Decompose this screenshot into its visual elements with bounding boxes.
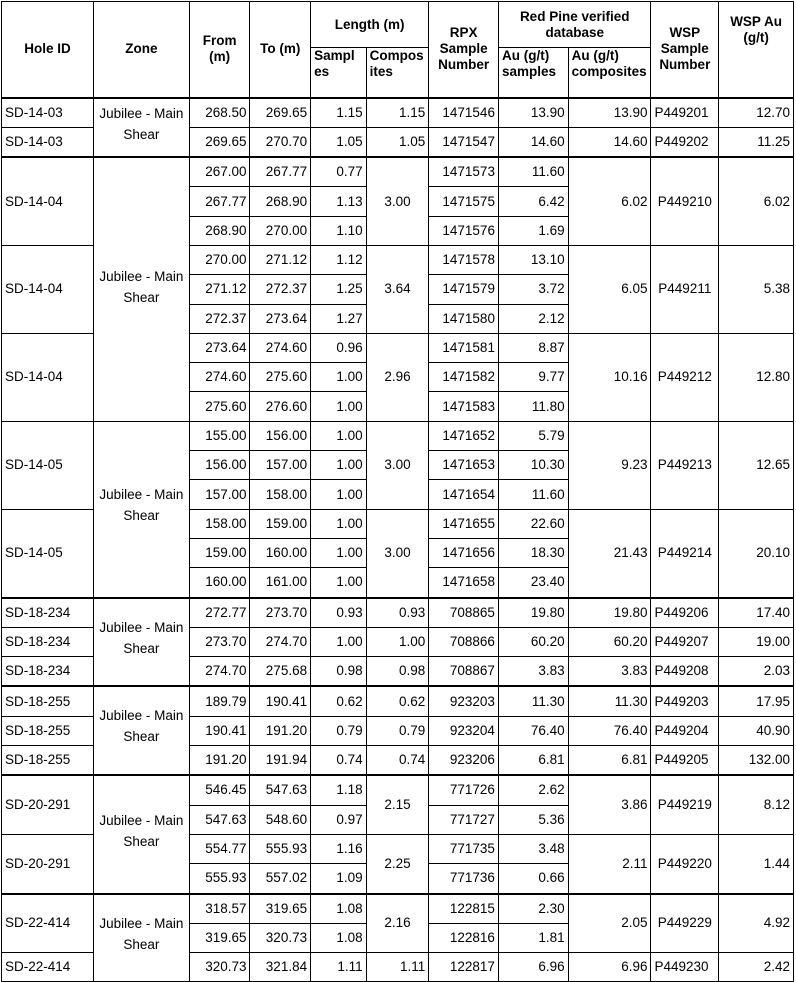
au-sample-cell: 1.81 — [498, 923, 568, 952]
hole-id-cell: SD-18-255 — [2, 716, 94, 745]
au-composite-cell: 6.96 — [568, 953, 651, 982]
au-sample-cell: 13.10 — [498, 245, 568, 274]
zone-cell: Jubilee - Main Shear — [93, 421, 189, 597]
length-cell: 1.25 — [311, 275, 367, 304]
au-sample-cell: 3.83 — [498, 657, 568, 687]
rpx-sample-cell: 1471582 — [429, 363, 499, 392]
au-composite-cell: 9.23 — [568, 421, 651, 509]
rpx-sample-cell: 1471652 — [429, 421, 499, 450]
wsp-sample-cell: P449206 — [651, 598, 719, 628]
rpx-sample-cell: 1471581 — [429, 333, 499, 362]
from-cell: 273.70 — [189, 627, 250, 656]
wsp-sample-cell: P449204 — [651, 716, 719, 745]
from-cell: 273.64 — [189, 333, 250, 362]
rpx-sample-cell: 1471547 — [429, 127, 499, 157]
to-cell: 190.41 — [250, 686, 311, 716]
wsp-sample-cell: P449202 — [651, 127, 719, 157]
header-from: From (m) — [189, 2, 250, 98]
to-cell: 321.84 — [250, 953, 311, 982]
au-sample-cell: 5.79 — [498, 421, 568, 450]
au-sample-cell: 23.40 — [498, 568, 568, 598]
wsp-au-cell: 8.12 — [719, 775, 794, 834]
au-sample-cell: 76.40 — [498, 716, 568, 745]
header-wsp-au: WSP Au (g/t) — [719, 2, 794, 98]
rpx-sample-cell: 122816 — [429, 923, 499, 952]
wsp-sample-cell: P449219 — [651, 775, 719, 834]
rpx-sample-cell: 1471576 — [429, 216, 499, 245]
wsp-sample-cell: P449230 — [651, 953, 719, 982]
from-cell: 267.00 — [189, 157, 250, 187]
composite-length-cell: 3.00 — [366, 421, 429, 509]
to-cell: 159.00 — [250, 509, 311, 538]
au-sample-cell: 2.62 — [498, 775, 568, 805]
to-cell: 268.90 — [250, 187, 311, 216]
rpx-sample-cell: 1471546 — [429, 98, 499, 128]
length-cell: 1.00 — [311, 421, 367, 450]
au-sample-cell: 11.80 — [498, 392, 568, 421]
from-cell: 274.70 — [189, 657, 250, 687]
length-cell: 1.13 — [311, 187, 367, 216]
wsp-au-cell: 19.00 — [719, 627, 794, 656]
au-sample-cell: 10.30 — [498, 451, 568, 480]
au-sample-cell: 9.77 — [498, 363, 568, 392]
length-cell: 1.00 — [311, 451, 367, 480]
table-row — [2, 157, 794, 187]
to-cell: 157.00 — [250, 451, 311, 480]
wsp-au-cell: 20.10 — [719, 509, 794, 597]
hole-id-cell: SD-20-291 — [2, 775, 94, 834]
to-cell: 273.64 — [250, 304, 311, 333]
to-cell: 158.00 — [250, 480, 311, 509]
rpx-sample-cell: 122817 — [429, 953, 499, 982]
to-cell: 557.02 — [250, 864, 311, 894]
from-cell: 191.20 — [189, 746, 250, 776]
composite-length-cell: 2.15 — [366, 775, 429, 834]
wsp-au-cell: 6.02 — [719, 157, 794, 245]
composite-length-cell: 1.11 — [366, 953, 429, 982]
length-cell: 1.27 — [311, 304, 367, 333]
rpx-sample-cell: 771726 — [429, 775, 499, 805]
rpx-sample-cell: 1471658 — [429, 568, 499, 598]
au-composite-cell: 19.80 — [568, 598, 651, 628]
au-sample-cell: 2.30 — [498, 894, 568, 924]
wsp-au-cell: 2.42 — [719, 953, 794, 982]
wsp-au-cell: 132.00 — [719, 746, 794, 776]
rpx-sample-cell: 1471573 — [429, 157, 499, 187]
zone-cell: Jubilee - Main Shear — [93, 775, 189, 893]
from-cell: 190.41 — [189, 716, 250, 745]
assay-comparison-table — [1, 1, 794, 982]
rpx-sample-cell: 1471575 — [429, 187, 499, 216]
length-cell: 1.00 — [311, 392, 367, 421]
rpx-sample-cell: 1471580 — [429, 304, 499, 333]
au-sample-cell: 11.30 — [498, 686, 568, 716]
wsp-sample-cell: P449220 — [651, 834, 719, 893]
length-cell: 1.16 — [311, 834, 367, 863]
au-composite-cell: 2.11 — [568, 834, 651, 893]
au-composite-cell: 14.60 — [568, 127, 651, 157]
from-cell: 555.93 — [189, 864, 250, 894]
wsp-sample-cell: P449208 — [651, 657, 719, 687]
au-sample-cell: 11.60 — [498, 157, 568, 187]
composite-length-cell: 2.25 — [366, 834, 429, 893]
au-composite-cell: 10.16 — [568, 333, 651, 421]
wsp-sample-cell: P449212 — [651, 333, 719, 421]
to-cell: 156.00 — [250, 421, 311, 450]
length-cell: 0.79 — [311, 716, 367, 745]
rpx-sample-cell: 1471583 — [429, 392, 499, 421]
to-cell: 319.65 — [250, 894, 311, 924]
wsp-au-cell: 5.38 — [719, 245, 794, 333]
length-cell: 0.96 — [311, 333, 367, 362]
hole-id-cell: SD-18-234 — [2, 627, 94, 656]
rpx-sample-cell: 771735 — [429, 834, 499, 863]
length-cell: 0.74 — [311, 746, 367, 776]
length-cell: 1.05 — [311, 127, 367, 157]
wsp-au-cell: 17.40 — [719, 598, 794, 628]
au-composite-cell: 11.30 — [568, 686, 651, 716]
rpx-sample-cell: 708867 — [429, 657, 499, 687]
hole-id-cell: SD-18-255 — [2, 746, 94, 776]
to-cell: 273.70 — [250, 598, 311, 628]
composite-length-cell: 0.98 — [366, 657, 429, 687]
composite-length-cell: 0.93 — [366, 598, 429, 628]
from-cell: 271.12 — [189, 275, 250, 304]
length-cell: 1.09 — [311, 864, 367, 894]
length-cell: 1.08 — [311, 923, 367, 952]
from-cell: 268.90 — [189, 216, 250, 245]
rpx-sample-cell: 122815 — [429, 894, 499, 924]
wsp-au-cell: 4.92 — [719, 894, 794, 953]
composite-length-cell: 3.00 — [366, 509, 429, 597]
from-cell: 318.57 — [189, 894, 250, 924]
length-cell: 1.11 — [311, 953, 367, 982]
length-cell: 1.18 — [311, 775, 367, 805]
hole-id-cell: SD-14-04 — [2, 245, 94, 333]
to-cell: 191.20 — [250, 716, 311, 745]
from-cell: 546.45 — [189, 775, 250, 805]
zone-cell: Jubilee - Main Shear — [93, 598, 189, 687]
rpx-sample-cell: 771727 — [429, 805, 499, 834]
au-composite-cell: 3.83 — [568, 657, 651, 687]
table-row — [2, 894, 794, 924]
from-cell: 158.00 — [189, 509, 250, 538]
au-sample-cell: 3.72 — [498, 275, 568, 304]
header-to: To (m) — [250, 2, 311, 98]
from-cell: 272.77 — [189, 598, 250, 628]
rpx-sample-cell: 708865 — [429, 598, 499, 628]
to-cell: 275.60 — [250, 363, 311, 392]
au-composite-cell: 2.05 — [568, 894, 651, 953]
au-sample-cell: 0.66 — [498, 864, 568, 894]
header-rpx-sample: RPX Sample Number — [429, 2, 499, 98]
table-row — [2, 421, 794, 450]
to-cell: 267.77 — [250, 157, 311, 187]
to-cell: 275.68 — [250, 657, 311, 687]
to-cell: 547.63 — [250, 775, 311, 805]
length-cell: 0.97 — [311, 805, 367, 834]
wsp-au-cell: 11.25 — [719, 127, 794, 157]
composite-length-cell: 0.74 — [366, 746, 429, 776]
table-row — [2, 686, 794, 716]
from-cell: 319.65 — [189, 923, 250, 952]
to-cell: 271.12 — [250, 245, 311, 274]
composite-length-cell: 0.79 — [366, 716, 429, 745]
to-cell: 274.70 — [250, 627, 311, 656]
length-cell: 1.00 — [311, 538, 367, 567]
from-cell: 269.65 — [189, 127, 250, 157]
header-au-composites: Au (g/t) composites — [568, 48, 651, 98]
composite-length-cell: 1.05 — [366, 127, 429, 157]
length-cell: 1.00 — [311, 627, 367, 656]
length-cell: 1.00 — [311, 480, 367, 509]
rpx-sample-cell: 923206 — [429, 746, 499, 776]
zone-cell: Jubilee - Main Shear — [93, 894, 189, 982]
rpx-sample-cell: 1471653 — [429, 451, 499, 480]
length-cell: 1.00 — [311, 363, 367, 392]
wsp-au-cell: 1.44 — [719, 834, 794, 893]
length-cell: 1.12 — [311, 245, 367, 274]
au-sample-cell: 6.42 — [498, 187, 568, 216]
hole-id-cell: SD-14-04 — [2, 157, 94, 245]
from-cell: 554.77 — [189, 834, 250, 863]
au-sample-cell: 5.36 — [498, 805, 568, 834]
hole-id-cell: SD-22-414 — [2, 953, 94, 982]
rpx-sample-cell: 923203 — [429, 686, 499, 716]
from-cell: 159.00 — [189, 538, 250, 567]
rpx-sample-cell: 708866 — [429, 627, 499, 656]
wsp-au-cell: 12.65 — [719, 421, 794, 509]
au-sample-cell: 13.90 — [498, 98, 568, 128]
rpx-sample-cell: 1471578 — [429, 245, 499, 274]
header-length-samples: Sampl es — [311, 48, 367, 98]
header-length: Length (m) — [311, 2, 429, 48]
hole-id-cell: SD-14-03 — [2, 127, 94, 157]
composite-length-cell: 1.15 — [366, 98, 429, 128]
length-cell: 0.77 — [311, 157, 367, 187]
table-row — [2, 775, 794, 805]
hole-id-cell: SD-20-291 — [2, 834, 94, 893]
to-cell: 272.37 — [250, 275, 311, 304]
rpx-sample-cell: 1471655 — [429, 509, 499, 538]
composite-length-cell: 1.00 — [366, 627, 429, 656]
composite-length-cell: 2.96 — [366, 333, 429, 421]
wsp-sample-cell: P449214 — [651, 509, 719, 597]
rpx-sample-cell: 1471579 — [429, 275, 499, 304]
rpx-sample-cell: 771736 — [429, 864, 499, 894]
header-hole-id: Hole ID — [2, 2, 94, 98]
to-cell: 270.00 — [250, 216, 311, 245]
from-cell: 267.77 — [189, 187, 250, 216]
au-sample-cell: 19.80 — [498, 598, 568, 628]
au-sample-cell: 2.12 — [498, 304, 568, 333]
au-sample-cell: 6.81 — [498, 746, 568, 776]
from-cell: 160.00 — [189, 568, 250, 598]
length-cell: 0.62 — [311, 686, 367, 716]
rpx-sample-cell: 1471656 — [429, 538, 499, 567]
wsp-sample-cell: P449205 — [651, 746, 719, 776]
hole-id-cell: SD-14-05 — [2, 421, 94, 509]
au-sample-cell: 1.69 — [498, 216, 568, 245]
au-sample-cell: 18.30 — [498, 538, 568, 567]
wsp-sample-cell: P449210 — [651, 157, 719, 245]
au-composite-cell: 3.86 — [568, 775, 651, 834]
from-cell: 189.79 — [189, 686, 250, 716]
length-cell: 1.00 — [311, 509, 367, 538]
header-red-pine: Red Pine verified database — [498, 2, 651, 48]
to-cell: 161.00 — [250, 568, 311, 598]
to-cell: 191.94 — [250, 746, 311, 776]
wsp-sample-cell: P449207 — [651, 627, 719, 656]
composite-length-cell: 3.00 — [366, 157, 429, 245]
wsp-au-cell: 12.80 — [719, 333, 794, 421]
from-cell: 274.60 — [189, 363, 250, 392]
composite-length-cell: 3.64 — [366, 245, 429, 333]
to-cell: 276.60 — [250, 392, 311, 421]
wsp-au-cell: 40.90 — [719, 716, 794, 745]
composite-length-cell: 0.62 — [366, 686, 429, 716]
length-cell: 0.93 — [311, 598, 367, 628]
zone-cell: Jubilee - Main Shear — [93, 98, 189, 158]
header-wsp-sample: WSP Sample Number — [651, 2, 719, 98]
to-cell: 270.70 — [250, 127, 311, 157]
au-sample-cell: 22.60 — [498, 509, 568, 538]
au-sample-cell: 14.60 — [498, 127, 568, 157]
to-cell: 160.00 — [250, 538, 311, 567]
zone-cell: Jubilee - Main Shear — [93, 157, 189, 421]
from-cell: 155.00 — [189, 421, 250, 450]
hole-id-cell: SD-18-234 — [2, 598, 94, 628]
au-composite-cell: 76.40 — [568, 716, 651, 745]
zone-cell: Jubilee - Main Shear — [93, 686, 189, 775]
from-cell: 272.37 — [189, 304, 250, 333]
hole-id-cell: SD-14-03 — [2, 98, 94, 128]
hole-id-cell: SD-14-04 — [2, 333, 94, 421]
length-cell: 1.10 — [311, 216, 367, 245]
hole-id-cell: SD-22-414 — [2, 894, 94, 953]
from-cell: 268.50 — [189, 98, 250, 128]
to-cell: 555.93 — [250, 834, 311, 863]
au-sample-cell: 11.60 — [498, 480, 568, 509]
table-row — [2, 598, 794, 628]
au-sample-cell: 8.87 — [498, 333, 568, 362]
to-cell: 548.60 — [250, 805, 311, 834]
wsp-au-cell: 2.03 — [719, 657, 794, 687]
length-cell: 1.00 — [311, 568, 367, 598]
from-cell: 270.00 — [189, 245, 250, 274]
wsp-sample-cell: P449229 — [651, 894, 719, 953]
length-cell: 1.08 — [311, 894, 367, 924]
length-cell: 1.15 — [311, 98, 367, 128]
from-cell: 320.73 — [189, 953, 250, 982]
to-cell: 274.60 — [250, 333, 311, 362]
au-composite-cell: 60.20 — [568, 627, 651, 656]
from-cell: 547.63 — [189, 805, 250, 834]
wsp-sample-cell: P449211 — [651, 245, 719, 333]
au-sample-cell: 6.96 — [498, 953, 568, 982]
rpx-sample-cell: 923204 — [429, 716, 499, 745]
wsp-sample-cell: P449203 — [651, 686, 719, 716]
from-cell: 275.60 — [189, 392, 250, 421]
header-length-composites: Compos ites — [366, 48, 429, 98]
wsp-au-cell: 17.95 — [719, 686, 794, 716]
header-zone: Zone — [93, 2, 189, 98]
composite-length-cell: 2.16 — [366, 894, 429, 953]
hole-id-cell: SD-18-234 — [2, 657, 94, 687]
wsp-au-cell: 12.70 — [719, 98, 794, 128]
au-composite-cell: 21.43 — [568, 509, 651, 597]
hole-id-cell: SD-18-255 — [2, 686, 94, 716]
rpx-sample-cell: 1471654 — [429, 480, 499, 509]
wsp-sample-cell: P449201 — [651, 98, 719, 128]
au-composite-cell: 6.02 — [568, 157, 651, 245]
au-sample-cell: 60.20 — [498, 627, 568, 656]
au-composite-cell: 6.05 — [568, 245, 651, 333]
header-au-samples: Au (g/t) samples — [498, 48, 568, 98]
au-composite-cell: 6.81 — [568, 746, 651, 776]
to-cell: 269.65 — [250, 98, 311, 128]
table-row — [2, 98, 794, 128]
hole-id-cell: SD-14-05 — [2, 509, 94, 597]
from-cell: 157.00 — [189, 480, 250, 509]
from-cell: 156.00 — [189, 451, 250, 480]
au-composite-cell: 13.90 — [568, 98, 651, 128]
to-cell: 320.73 — [250, 923, 311, 952]
au-sample-cell: 3.48 — [498, 834, 568, 863]
wsp-sample-cell: P449213 — [651, 421, 719, 509]
length-cell: 0.98 — [311, 657, 367, 687]
